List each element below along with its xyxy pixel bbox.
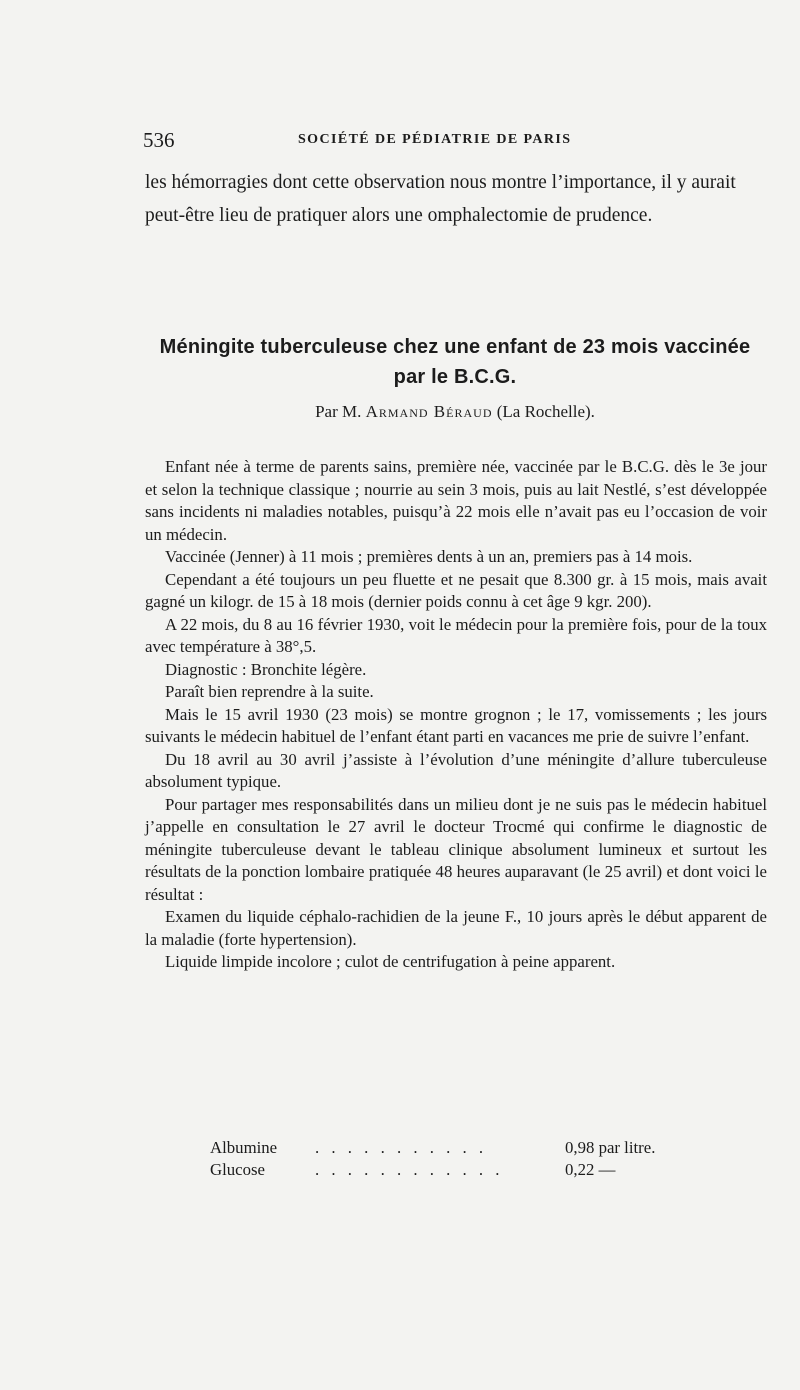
paragraph: Vaccinée (Jenner) à 11 mois ; premières dents à un an, premiers pas à 14 mois. (165, 547, 693, 566)
result-value: 0,98 par litre. (565, 1138, 656, 1157)
article-body (145, 456, 767, 974)
paragraph: A 22 mois, du 8 au 16 février 1930, voit le médecin pour la première fois, pour de la toux avec température à 38°,5. (145, 614, 767, 656)
running-head: SOCIÉTÉ DE PÉDIATRIE DE PARIS (298, 132, 572, 147)
article-title: Méningite tuberculeuse chez une enfant de 23 mois vaccinée par le B.C.G. (159, 336, 751, 388)
paragraph: Du 18 avril au 30 avril j’assiste à l’évolution d’une méningite d’allure tuberculeuse absolument typique. (145, 749, 767, 791)
lead-paragraph: les hémorragies dont cette observation nous montre l’importance, il y aurait peut-être lieu de pratiquer alors une omphalectomie de prudence. (145, 172, 736, 226)
paragraph: Cependant a été toujours un peu fluette et ne pesait que 8.300 gr. à 15 mois, mais avait gagné un kilogr. de 15 à 18 mois (dernier poids connu à cet âge 9 kgr. 200). (145, 569, 767, 611)
result-leader-dots: . . . . . . . . . . . (315, 1138, 488, 1157)
author-affiliation: (La Rochelle). (496, 402, 595, 421)
result-label: Albumine (210, 1138, 278, 1157)
paragraph: Paraît bien reprendre à la suite. (165, 682, 374, 701)
paragraph: Examen du liquide céphalo-rachidien de la jeune F., 10 jours après le début apparent de la maladie (forte hypertension). (145, 907, 767, 949)
paragraph: Pour partager mes responsabilités dans un milieu dont je ne suis pas le médecin habituel j’appelle en consultation le 27 avril le docteur Trocmé qui confirme le diagnostic de méningite tuberculeuse devant le tableau clinique absolument lumineux et surtout les résultats de la ponction lombaire pratiquée 48 heures auparavant (le 25 avril) et dont voici le résultat : (145, 794, 767, 904)
paragraph: Enfant née à terme de parents sains, première née, vaccinée par le B.C.G. dès le 3e jour et selon la technique classique ; nourrie au sein 3 mois, puis au lait Nestlé, s’est développée sans incidents ni maladies notables, puisqu’à 22 mois elle n’avait pas eu l’occasion de voir un médecin. (145, 457, 767, 544)
lab-results (210, 1137, 655, 1181)
byline (145, 402, 765, 422)
paragraph: Diagnostic : Bronchite légère. (165, 659, 367, 679)
result-label: Glucose (210, 1160, 265, 1179)
paragraph: Mais le 15 avril 1930 (23 mois) se montre grognon ; le 17, vomissements ; les jours suivants le médecin habituel de l’enfant étant parti en vacances me prie de suivre l’enfant. (145, 704, 767, 746)
page-number: 536 (143, 128, 175, 152)
result-leader-dots: . . . . . . . . . . . . (315, 1160, 504, 1179)
lead-paragraph-block (145, 166, 767, 232)
result-value: 0,22 — (565, 1160, 616, 1179)
byline-prefix: Par M. (315, 402, 362, 421)
result-row-albumine (210, 1137, 655, 1159)
article-title-block (145, 332, 765, 392)
author-name: Armand Béraud (365, 402, 493, 421)
paragraph: Liquide limpide incolore ; culot de centrifugation à peine apparent. (165, 952, 616, 971)
page-header (143, 128, 760, 158)
result-row-glucose (210, 1159, 655, 1181)
